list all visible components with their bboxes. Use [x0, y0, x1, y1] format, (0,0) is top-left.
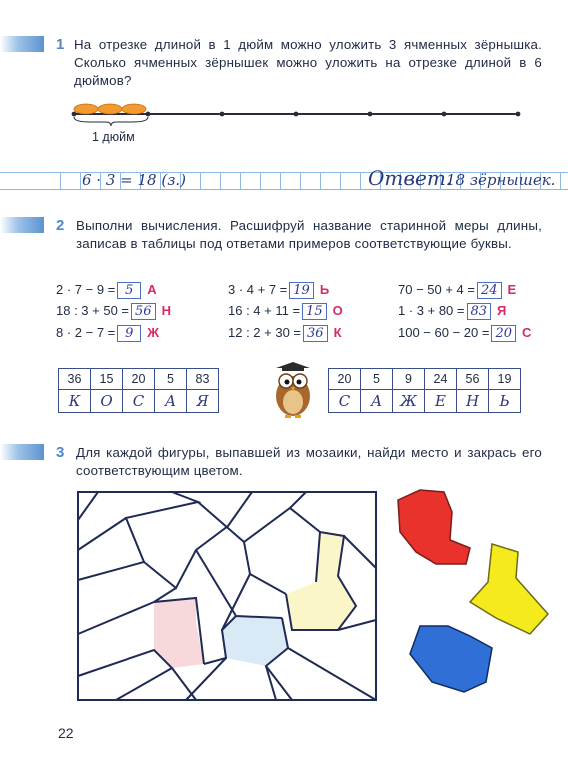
table2-number: 20: [329, 369, 361, 390]
barley-grain-icon: [74, 104, 146, 114]
decode-table-2: [328, 368, 521, 413]
table1-letter: Я: [187, 390, 219, 413]
example-3: 8 · 2 − 7 = 9 Ж: [56, 325, 160, 341]
task-1-text: На отрезке длиной в 1 дюйм можно уложить 3 ячменных зёрнышка. Сколько ячменных зёрнышек можно уложить на отрезке длиной в 6 дюймов?: [74, 37, 542, 88]
task-3-number: 3: [56, 444, 65, 461]
task-2-number: 2: [56, 217, 65, 234]
table1-letter: С: [123, 390, 155, 413]
table2-number: 5: [361, 369, 393, 390]
task-1-number: 1: [56, 36, 65, 53]
table1-number: 5: [155, 369, 187, 390]
table1-letter: А: [155, 390, 187, 413]
decode-table-1: [58, 368, 219, 413]
table1-letter: К: [59, 390, 91, 413]
example-4: 3 · 4 + 7 = 19 Ь: [228, 282, 330, 298]
mosaic-shape-yellow: [286, 532, 356, 630]
task-2-strip: [0, 217, 44, 233]
example-6: 12 : 2 + 30 = 36 К: [228, 325, 342, 341]
table1-number: 15: [91, 369, 123, 390]
table1-letter: О: [91, 390, 123, 413]
task-1-strip: [0, 36, 44, 52]
owl-icon: [268, 360, 318, 420]
table2-letter: Н: [457, 390, 489, 413]
table2-number: 19: [489, 369, 521, 390]
table2-letter: А: [361, 390, 393, 413]
task-3-text: Для каждой фигуры, выпавшей из мозаики, найди место и закрась его соответствующим цветом.: [76, 445, 542, 478]
table2-number: 9: [393, 369, 425, 390]
table1-number: 83: [187, 369, 219, 390]
example-9: 100 − 60 − 20 = 20 С: [398, 325, 532, 341]
example-8: 1 · 3 + 80 = 83 Я: [398, 303, 507, 319]
yellow-piece: [470, 544, 548, 634]
table2-letter: С: [329, 390, 361, 413]
example-7: 70 − 50 + 4 = 24 Е: [398, 282, 517, 298]
table2-letter: Ж: [393, 390, 425, 413]
example-2: 18 : 3 + 50 = 56 Н: [56, 303, 171, 319]
table2-letter: Ь: [489, 390, 521, 413]
mosaic-shape-blue: [222, 616, 288, 666]
blue-piece: [410, 626, 492, 692]
table2-number: 24: [425, 369, 457, 390]
table1-number: 20: [123, 369, 155, 390]
answer-expression: 6 · 3 = 18 (з.): [82, 171, 187, 189]
answer-word: Ответ.: [368, 166, 453, 190]
red-piece: [398, 490, 470, 564]
task-3-strip: [0, 444, 44, 460]
example-1: 2 · 7 − 9 = 5 А: [56, 282, 157, 298]
example-5: 16 : 4 + 11 = 15 О: [228, 303, 343, 319]
task-2-text: Выполни вычисления. Расшифруй название старинной меры длины, записав в таблицы под ответами примеров соответствующие буквы.: [76, 218, 542, 251]
ruler-label: 1 дюйм: [92, 130, 135, 144]
table2-number: 56: [457, 369, 489, 390]
table1-number: 36: [59, 369, 91, 390]
loose-pieces: [392, 486, 552, 696]
table2-letter: Е: [425, 390, 457, 413]
page-number: 22: [58, 725, 74, 741]
mosaic-grid: [76, 490, 378, 702]
answer-value: 18 зёрнышек.: [446, 171, 556, 189]
